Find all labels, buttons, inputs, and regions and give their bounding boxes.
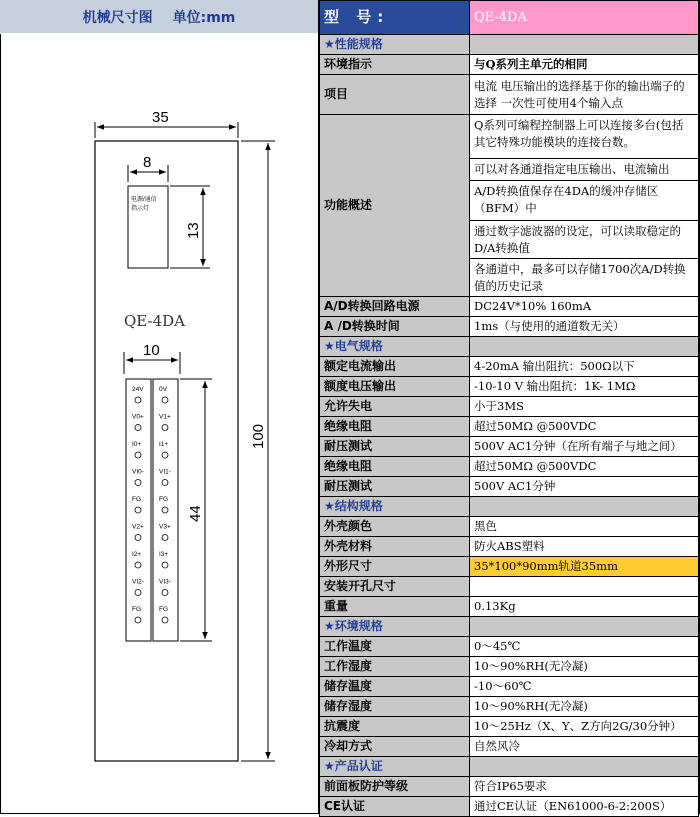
ce-key: CE认证 (320, 797, 470, 817)
model-value: QE-4DA (470, 1, 699, 35)
storage-temp-value: -10～60℃ (470, 677, 699, 697)
cooling-value: 自然风冷 (470, 737, 699, 757)
function-key: 功能概述 (320, 115, 470, 297)
terminal-label-left: FG (132, 496, 142, 503)
indicator-text-1: 电源/通信 (131, 197, 157, 203)
terminal-height-label: 44 (187, 505, 204, 522)
terminal-label-left: I0+ (132, 441, 142, 448)
voltage-key: 额度电压输出 (320, 377, 470, 397)
dimensions-value: 35*100*90mm轨道35mm (470, 557, 699, 577)
module-outline (95, 141, 238, 761)
terminal-screw-left (135, 452, 141, 458)
terminal-screw-right (162, 590, 168, 596)
terminal-label-left: VI2- (132, 578, 144, 586)
power-value: DC24V*10% 160mA (470, 297, 699, 317)
function-line: A/D转换值保存在4DA的缓冲存储区（BFM）中 (470, 181, 698, 221)
withstand-key-2: 耐压测试 (320, 477, 470, 497)
cooling-key: 冷却方式 (320, 737, 470, 757)
unit-label: 单位:mm (172, 9, 236, 26)
voltage-value: -10-10 V 输出阻抗：1K- 1MΩ (470, 377, 699, 397)
section-environment: ★环境规格 (320, 617, 470, 637)
terminal-label-left: V0+ (132, 413, 144, 421)
terminal-label-left: FG (132, 606, 142, 613)
op-humidity-key: 工作湿度 (320, 657, 470, 677)
storage-humidity-key: 储存湿度 (320, 697, 470, 717)
power-key: A/D转换回路电源 (320, 297, 470, 317)
item-value: 电流 电压输出的选择基于你的输出端子的选择 一次性可使用4个输入点 (470, 75, 699, 115)
terminal-label-left: V2+ (132, 523, 144, 531)
terminal-screw-right (162, 480, 168, 486)
env-value: 与Q系列主单元的相同 (470, 55, 699, 75)
function-values (470, 115, 699, 297)
terminal-label-left: VI0- (132, 468, 144, 476)
terminal-screw-left (135, 397, 141, 403)
width-label: 35 (152, 109, 169, 126)
time-value: 1ms（与使用的通道数无关） (470, 317, 699, 337)
current-key: 额定电流输出 (320, 357, 470, 377)
terminal-label-right: 0V (159, 386, 167, 393)
withstand-value: 500V AC1分钟（在所有端子与地之间） (470, 437, 699, 457)
indicator-text-2: 指示灯 (131, 206, 150, 212)
terminal-screw-right (162, 617, 168, 623)
terminal-screw-right (162, 425, 168, 431)
storage-humidity-value: 10～90%RH(无冷凝) (470, 697, 699, 717)
terminal-label-right: V1+ (159, 413, 171, 421)
terminal-screw-right (162, 397, 168, 403)
terminal-label-right: VI3- (159, 578, 171, 586)
op-humidity-value: 10～90%RH(无冷凝) (470, 657, 699, 677)
indicator-width-label: 8 (143, 154, 152, 171)
insulation-key-2: 绝缘电阻 (320, 457, 470, 477)
insulation-value: 超过50MΩ @500VDC (470, 417, 699, 437)
terminal-width-label: 10 (143, 342, 160, 359)
terminal-label-right: FG (159, 606, 169, 613)
withstand-value-2: 500V AC1分钟 (470, 477, 699, 497)
env-key: 环境指示 (320, 55, 470, 75)
ip-rating-key: 前面板防护等级 (320, 777, 470, 797)
weight-value: 0.13Kg (470, 597, 699, 617)
op-temp-value: 0～45℃ (470, 637, 699, 657)
terminal-label-right: FG (159, 496, 169, 503)
function-line: 通过数字滤波器的设定，可以读取稳定的D/A转换值 (470, 221, 698, 259)
section-structure: ★结构规格 (320, 497, 470, 517)
shell-color-value: 黑色 (470, 517, 699, 537)
vibration-value: 10～25Hz（X、Y、Z方向2G/30分钟） (470, 717, 699, 737)
terminal-screw-right (162, 562, 168, 568)
dimension-panel (0, 0, 319, 814)
op-temp-key: 工作温度 (320, 637, 470, 657)
terminal-screw-left (135, 562, 141, 568)
terminal-label-right: VI1- (159, 468, 171, 476)
function-line: 各通道中，最多可以存储1700次A/D转换值的历史记录 (474, 262, 686, 293)
function-line: 可以对各通道指定电压输出、电流输出 (470, 159, 698, 181)
ip-rating-value: 符合IP65要求 (470, 777, 699, 797)
power-loss-key: 允许失电 (320, 397, 470, 417)
insulation-value-2: 超过50MΩ @500VDC (470, 457, 699, 477)
section-certification: ★产品认证 (320, 757, 470, 777)
shell-material-value: 防火ABS塑料 (470, 537, 699, 557)
weight-key: 重量 (320, 597, 470, 617)
terminal-screw-left (135, 535, 141, 541)
terminal-screw-right (162, 535, 168, 541)
ce-value: 通过CE认证（EN61000-6-2:200S） (470, 797, 699, 817)
mount-hole-key: 安装开孔尺寸 (320, 577, 470, 597)
dimension-title: 机械尺寸图 (82, 9, 153, 26)
terminal-screw-left (135, 507, 141, 513)
function-line: Q系列可编程控制器上可以连接多台(包括其它特殊功能模块的连接台数。 (470, 115, 698, 159)
terminal-screw-right (162, 452, 168, 458)
dimension-header (0, 0, 318, 34)
indicator-height-label: 13 (185, 222, 202, 239)
shell-color-key: 外壳颜色 (320, 517, 470, 537)
mechanical-drawing (0, 34, 318, 814)
spec-table (319, 0, 699, 817)
terminal-screw-left (135, 480, 141, 486)
item-key: 项目 (320, 75, 470, 115)
mount-hole-value (470, 577, 699, 597)
time-key: A /D转换时间 (320, 317, 470, 337)
terminal-screw-right (162, 507, 168, 513)
terminal-screw-left (135, 590, 141, 596)
power-loss-value: 小于3MS (470, 397, 699, 417)
terminal-label-right: V3+ (159, 523, 171, 531)
current-value: 4-20mA 输出阻抗：500Ω以下 (470, 357, 699, 377)
storage-temp-key: 储存温度 (320, 677, 470, 697)
terminal-label-left: 24V (132, 386, 144, 393)
spec-table-panel (319, 0, 699, 817)
vibration-key: 抗震度 (320, 717, 470, 737)
insulation-key: 绝缘电阻 (320, 417, 470, 437)
terminal-screw-left (135, 425, 141, 431)
module-model-label: QE-4DA (124, 312, 185, 330)
terminal-label-right: I3+ (159, 551, 169, 558)
terminal-label-left: I2+ (132, 551, 142, 558)
terminal-screw-left (135, 617, 141, 623)
terminal-label-right: I1+ (159, 441, 169, 448)
section-performance: ★性能规格 (320, 35, 470, 55)
withstand-key: 耐压测试 (320, 437, 470, 457)
shell-material-key: 外壳材料 (320, 537, 470, 557)
height-label: 100 (250, 423, 267, 449)
dimensions-key: 外形尺寸 (320, 557, 470, 577)
model-key: 型 号: (320, 1, 470, 35)
section-electrical: ★电气规格 (320, 337, 470, 357)
